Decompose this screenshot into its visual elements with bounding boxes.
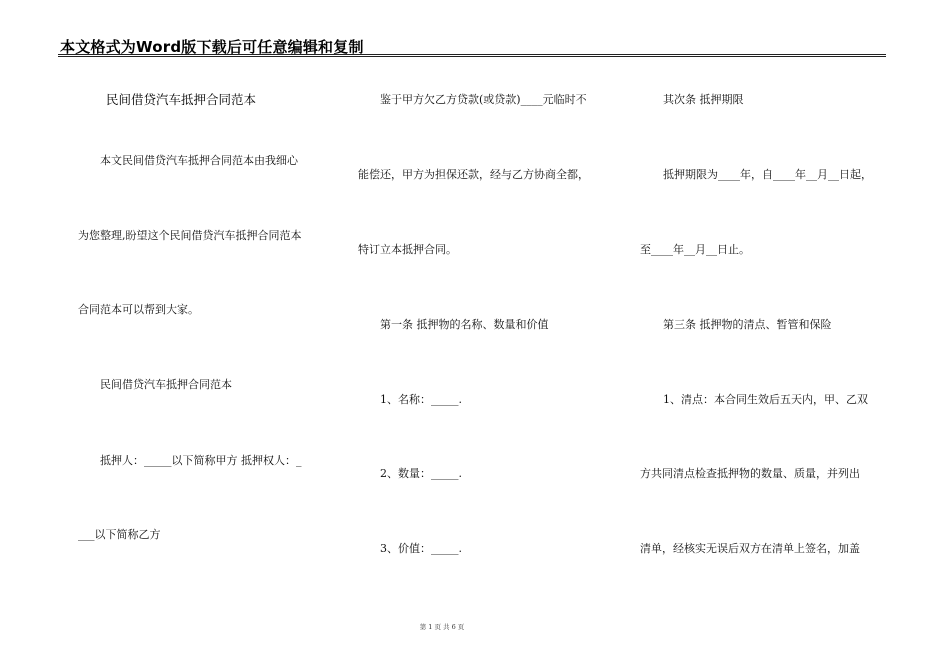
mortgagor-line: 抵押人：_____以下简称甲方 抵押权人：_ xyxy=(100,454,302,467)
list-item: 2、数量：_____. xyxy=(380,467,462,480)
paragraph-line: 合同范本可以帮到大家。 xyxy=(78,303,199,316)
section-heading: 其次条 抵押期限 xyxy=(663,93,744,106)
list-item: 1、名称：_____. xyxy=(380,393,462,406)
paragraph-line: 本文民间借贷汽车抵押合同范本由我细心 xyxy=(100,154,298,167)
header-divider xyxy=(58,54,886,57)
page-number: 第 1 页 共 6 页 xyxy=(419,623,465,631)
paragraph-line: 至____年__月__日止。 xyxy=(640,243,750,256)
paragraph-line: 为您整理,盼望这个民间借贷汽车抵押合同范本 xyxy=(78,229,302,242)
mortgagee-line: ___以下简称乙方 xyxy=(78,528,161,541)
paragraph-line: 清单，经核实无误后双方在清单上签名，加盖 xyxy=(640,542,860,555)
document-title: 民间借贷汽车抵押合同范本 xyxy=(106,92,257,107)
section-heading: 第三条 抵押物的清点、暂管和保险 xyxy=(663,318,832,331)
paragraph-line: 鉴于甲方欠乙方贷款(或贷款)____元临时不 xyxy=(380,93,587,106)
paragraph-line: 1、清点：本合同生效后五天内，甲、乙双 xyxy=(663,393,868,406)
document-header: 本文格式为Word版下载后可任意编辑和复制 xyxy=(60,38,364,56)
list-item: 3、价值：_____. xyxy=(380,542,462,555)
section-heading: 第一条 抵押物的名称、数量和价值 xyxy=(380,318,549,331)
paragraph-line: 能偿还，甲方为担保还款，经与乙方协商全都， xyxy=(358,168,589,181)
paragraph-line: 抵押期限为____年，自____年__月__日起， xyxy=(663,168,872,181)
subtitle-line: 民间借贷汽车抵押合同范本 xyxy=(100,378,232,391)
paragraph-line: 特订立本抵押合同。 xyxy=(358,243,457,256)
paragraph-line: 方共同清点检查抵押物的数量、质量，并列出 xyxy=(640,467,860,480)
